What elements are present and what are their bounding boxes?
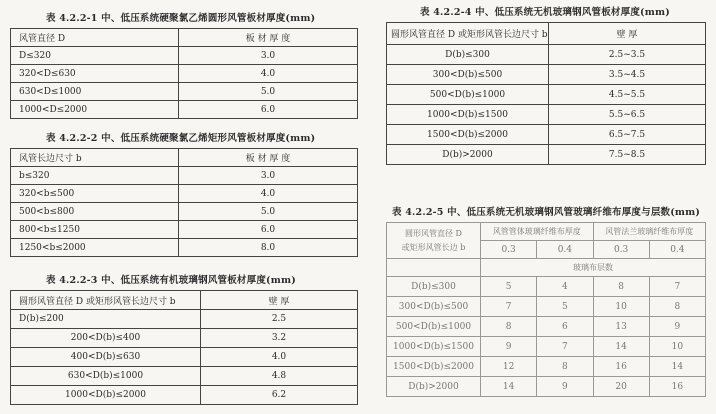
- table5-cell: 5: [537, 297, 593, 317]
- table-row: [387, 45, 706, 65]
- table3-header-col2: 壁 厚: [201, 291, 358, 310]
- table5-cell: 8: [649, 297, 705, 317]
- table5-cell: 7: [537, 337, 593, 357]
- table5-cell: 12: [481, 357, 537, 377]
- table4-cell: 2.5~3.5: [549, 45, 706, 65]
- table4-cell: 7.5~8.5: [549, 145, 706, 165]
- table2-header-row: [11, 149, 358, 167]
- table2-header-col2: 板 材 厚 度: [179, 149, 358, 167]
- table5-cell: 8: [481, 317, 537, 337]
- table5-cell: 6: [537, 317, 593, 337]
- table5-cell: 7: [481, 297, 537, 317]
- table3-cell: 3.2: [201, 329, 358, 348]
- table-row: [387, 105, 706, 125]
- table4-cell: 4.5~5.5: [549, 85, 706, 105]
- table3-title: 表 4.2.2-3 中、低压系统有机玻璃钢风管板材厚度(mm): [46, 275, 296, 286]
- table5-cell: 5: [481, 277, 537, 297]
- table5-cell: 4: [537, 277, 593, 297]
- table1-cell: 630<D≤1000: [11, 83, 179, 101]
- table-row: [387, 337, 706, 357]
- table4-header-row: [387, 23, 706, 45]
- table2-cell: 800<b≤1250: [11, 221, 179, 239]
- table3-cell: 200<D(b)≤400: [11, 329, 201, 348]
- table2-cell: b≤320: [11, 167, 179, 185]
- table-row: [387, 297, 706, 317]
- table5-layers-row: [387, 259, 706, 277]
- table5-cell: 16: [649, 377, 705, 397]
- table4-cell: 500<D(b)≤1000: [387, 85, 549, 105]
- table5-cell: 13: [593, 317, 649, 337]
- table-row: [387, 377, 706, 397]
- table5-title: 表 4.2.2-5 中、低压系统无机玻璃钢风管玻璃纤维布厚度与层数(mm): [392, 207, 701, 218]
- table5: [386, 222, 706, 397]
- table3-cell: D(b)≤200: [11, 310, 201, 329]
- table5-cell: 9: [649, 317, 705, 337]
- table5-cell: 10: [649, 337, 705, 357]
- table1-cell: 5.0: [179, 83, 358, 101]
- table1: [10, 28, 358, 119]
- table3-cell: 400<D(b)≤630: [11, 348, 201, 367]
- table5-header-row: [387, 223, 706, 241]
- table2: [10, 148, 358, 257]
- table5-cell: D(b)≤300: [387, 277, 481, 297]
- table-row: [11, 47, 358, 65]
- table1-cell: D≤320: [11, 47, 179, 65]
- table5-cell: 14: [481, 377, 537, 397]
- table2-cell: 1250<b≤2000: [11, 239, 179, 257]
- table-row: [11, 221, 358, 239]
- table3-cell: 2.5: [201, 310, 358, 329]
- table5-cell: 16: [593, 357, 649, 377]
- table4-cell: 5.5~6.5: [549, 105, 706, 125]
- table4-cell: 3.5~4.5: [549, 65, 706, 85]
- table-row: [11, 239, 358, 257]
- table5-cell: 7: [649, 277, 705, 297]
- table-row: [11, 203, 358, 221]
- table-row: [11, 83, 358, 101]
- table3-header-row: [11, 291, 358, 310]
- table-row: [11, 65, 358, 83]
- table5-cell: 1500<D(b)≤2000: [387, 357, 481, 377]
- table4-cell: 300<D(b)≤500: [387, 65, 549, 85]
- table4-cell: 1000<D(b)≤1500: [387, 105, 549, 125]
- table5-cell: 9: [481, 337, 537, 357]
- table4: [386, 22, 706, 165]
- table-row: [387, 145, 706, 165]
- table3: [10, 290, 358, 405]
- table4-cell: 1500<D(b)≤2000: [387, 125, 549, 145]
- table5-sub-thickness: 0.3: [481, 241, 537, 259]
- table1-header-col2: 板 材 厚 度: [179, 29, 358, 47]
- table1-cell: 1000<D≤2000: [11, 101, 179, 119]
- table5-cell: 9: [537, 377, 593, 397]
- table2-cell: 3.0: [179, 167, 358, 185]
- table4-title: 表 4.2.2-4 中、低压系统无机玻璃钢风管板材厚度(mm): [420, 7, 670, 18]
- table1-cell: 6.0: [179, 101, 358, 119]
- table5-cell: 14: [649, 357, 705, 377]
- table4-cell: D(b)>2000: [387, 145, 549, 165]
- table5-header-size: 圆形风管直径 D 或矩形风管长边 b: [387, 223, 481, 259]
- table4-header-col2: 壁 厚: [549, 23, 706, 45]
- table2-cell: 6.0: [179, 221, 358, 239]
- table3-cell: 1000<D(b)≤2000: [11, 386, 201, 405]
- table-row: [11, 167, 358, 185]
- table-row: [11, 367, 358, 386]
- table2-cell: 8.0: [179, 239, 358, 257]
- table4-header-col1: 圆形风管直径 D 或矩形风管长边尺寸 b: [387, 23, 549, 45]
- table5-cell: 8: [593, 277, 649, 297]
- table2-header-col1: 风管长边尺寸 b: [11, 149, 179, 167]
- table5-cell: 300<D(b)≤500: [387, 297, 481, 317]
- table2-cell: 5.0: [179, 203, 358, 221]
- table5-cell: 1000<D(b)≤1500: [387, 337, 481, 357]
- table3-cell: 4.8: [201, 367, 358, 386]
- table-row: [11, 386, 358, 405]
- table5-layers-label: 玻璃布层数: [481, 259, 706, 277]
- table-row: [11, 101, 358, 119]
- table5-sub-thickness: 0.4: [537, 241, 593, 259]
- table5-cell: 20: [593, 377, 649, 397]
- table2-cell: 4.0: [179, 185, 358, 203]
- table4-cell: 6.5~7.5: [549, 125, 706, 145]
- table1-title: 表 4.2.2-1 中、低压系统硬聚氯乙烯圆形风管板材厚度(mm): [46, 13, 316, 24]
- table3-cell: 4.0: [201, 348, 358, 367]
- table2-cell: 320<b≤500: [11, 185, 179, 203]
- table-row: [387, 125, 706, 145]
- table-row: [11, 310, 358, 329]
- table2-title: 表 4.2.2-2 中、低压系统硬聚氯乙烯矩形风管板材厚度(mm): [46, 133, 316, 144]
- table4-cell: D(b)≤300: [387, 45, 549, 65]
- table5-header-flange-cloth: 风管法兰玻璃纤维布厚度: [593, 223, 706, 241]
- table5-cell: D(b)>2000: [387, 377, 481, 397]
- table1-cell: 3.0: [179, 47, 358, 65]
- table3-header-col1: 圆形风管直径 D 或矩形风管长边尺寸 b: [11, 291, 201, 310]
- table-row: [387, 65, 706, 85]
- table2-cell: 500<b≤800: [11, 203, 179, 221]
- table1-header-row: [11, 29, 358, 47]
- table1-header-col1: 风管直径 D: [11, 29, 179, 47]
- table3-cell: 6.2: [201, 386, 358, 405]
- table-row: [387, 85, 706, 105]
- table5-cell: 8: [537, 357, 593, 377]
- table5-cell: 14: [593, 337, 649, 357]
- table-row: [11, 185, 358, 203]
- table3-cell: 630<D(b)≤1000: [11, 367, 201, 386]
- table-row: [11, 329, 358, 348]
- table5-cell: 500<D(b)≤1000: [387, 317, 481, 337]
- table5-header-body-cloth: 风管管体玻璃纤维布厚度: [481, 223, 594, 241]
- table-row: [387, 357, 706, 377]
- table-row: [387, 317, 706, 337]
- table5-cell: 10: [593, 297, 649, 317]
- table5-sub-thickness: 0.3: [593, 241, 649, 259]
- table-row: [11, 348, 358, 367]
- table1-cell: 4.0: [179, 65, 358, 83]
- table5-layers-empty: [387, 259, 481, 277]
- table5-sub-thickness: 0.4: [649, 241, 705, 259]
- table1-cell: 320<D≤630: [11, 65, 179, 83]
- table-row: [387, 277, 706, 297]
